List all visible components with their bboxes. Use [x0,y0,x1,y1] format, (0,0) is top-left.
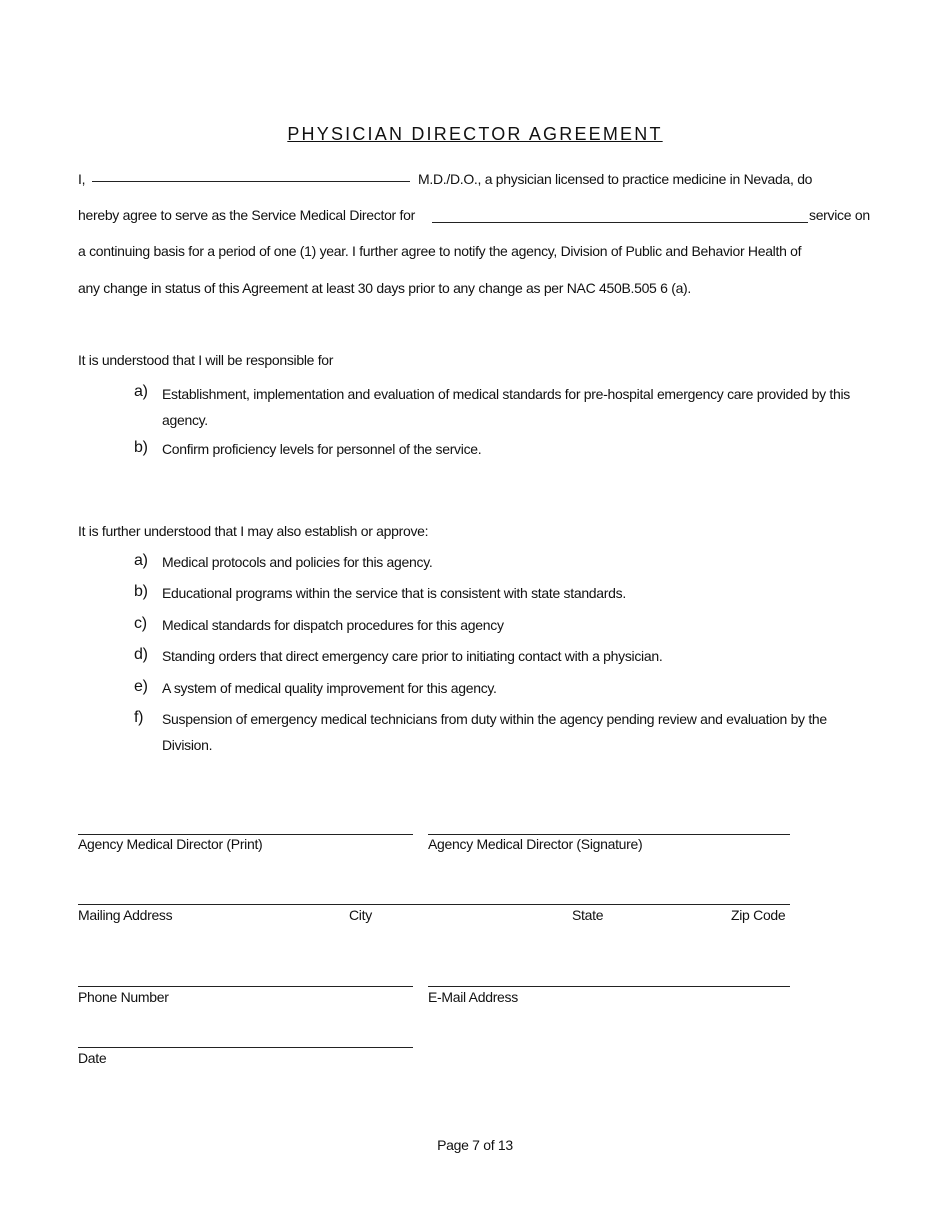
intro-line2-prefix: hereby agree to serve as the Service Medical Director for [78,207,415,223]
phone-number-field[interactable] [78,986,413,987]
list-item-text: Confirm proficiency levels for personnel of the service. [162,441,482,457]
director-print-field[interactable] [78,834,413,835]
list-marker: c) [134,615,147,632]
zip-code-label: Zip Code [731,907,786,923]
mailing-address-field[interactable] [78,904,790,905]
date-field[interactable] [78,1047,413,1048]
state-label: State [572,907,604,923]
list-item-text: Establishment, implementation and evaluation of medical standards for pre-hospital emergency care provided by this agency. [162,386,850,428]
list-item-text: Standing orders that direct emergency care prior to initiating contact with a physician. [162,648,663,664]
service-name-field[interactable] [432,222,808,223]
physician-name-field[interactable] [92,181,410,182]
intro-line1-prefix: I, [78,171,86,187]
list-marker: d) [134,646,148,663]
list-marker: a) [134,552,148,569]
mailing-address-label: Mailing Address [78,907,173,923]
page-number: Page 7 of 13 [437,1137,513,1153]
phone-number-label: Phone Number [78,989,169,1005]
page-title: PHYSICIAN DIRECTOR AGREEMENT [287,124,663,144]
director-print-label: Agency Medical Director (Print) [78,836,263,852]
list-item-text: A system of medical quality improvement for this agency. [162,680,497,696]
list-marker: f) [134,709,144,726]
intro-line2-suffix: service on [809,207,870,223]
director-signature-field[interactable] [428,834,790,835]
list-marker: b) [134,583,148,600]
list-marker: a) [134,383,148,400]
list-marker: e) [134,678,148,695]
approve-heading: It is further understood that I may also establish or approve: [78,523,429,539]
list-marker: b) [134,439,148,456]
list-item-text: Educational programs within the service that is consistent with state standards. [162,585,626,601]
email-address-label: E-Mail Address [428,989,518,1005]
list-item-text: Medical protocols and policies for this agency. [162,554,433,570]
intro-line4: any change in status of this Agreement at least 30 days prior to any change as per NAC 450B.505 6 (a). [78,280,692,296]
date-label: Date [78,1050,107,1066]
responsible-heading: It is understood that I will be responsible for [78,352,334,368]
list-item-text: Medical standards for dispatch procedures for this agency [162,617,504,633]
list-item-text: Suspension of emergency medical technicians from duty within the agency pending review and evaluation by the Division. [162,711,827,753]
city-label: City [349,907,372,923]
intro-line3: a continuing basis for a period of one (1) year. I further agree to notify the agency, Division of Public and Behavior Health of [78,243,802,259]
intro-line1-suffix: M.D./D.O., a physician licensed to practice medicine in Nevada, do [418,171,813,187]
email-address-field[interactable] [428,986,790,987]
director-signature-label: Agency Medical Director (Signature) [428,836,643,852]
